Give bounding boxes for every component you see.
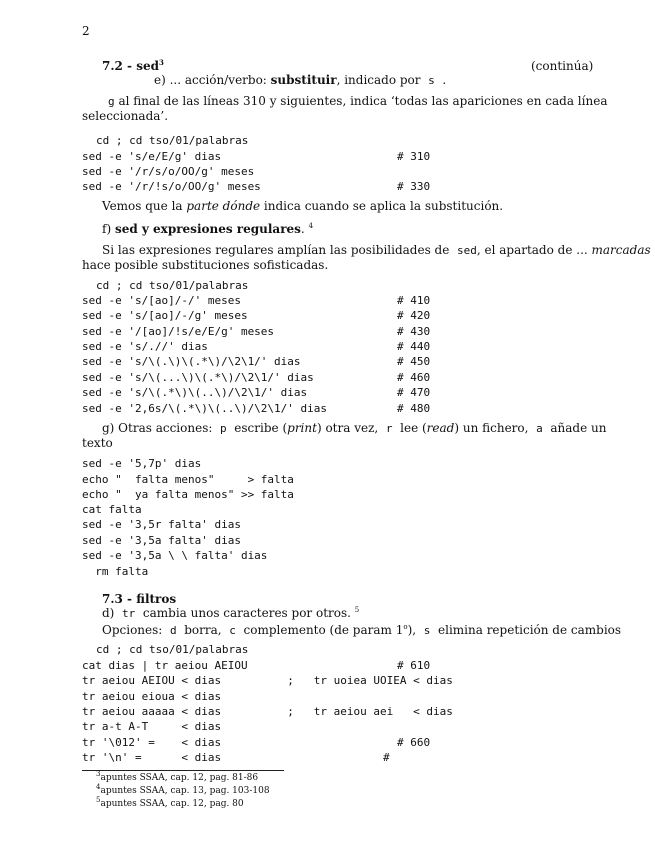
section-title: 7.2 - sed xyxy=(102,59,159,73)
code-line: sed -e 's/e/E/g' dias xyxy=(82,150,222,163)
si-mid: , el apartado de ... xyxy=(476,243,592,257)
item-g-t2: ) otra vez, xyxy=(316,421,379,435)
code-line-number: # 440 xyxy=(397,340,431,353)
code-line: cat dias | tr aeiou AEIOU xyxy=(82,659,248,672)
code-line-number: # 610 xyxy=(397,659,431,672)
g-paragraph xyxy=(82,94,608,108)
code-line: sed -e '/r/s/o/OO/g' meses xyxy=(82,165,255,178)
code-line: sed -e '3,5a falta' dias xyxy=(82,534,241,547)
code-line: tr aeiou AEIOU < dias ; tr uoiea UOIEA < dias xyxy=(82,674,453,687)
item-g-pre: g) Otras acciones: xyxy=(102,421,213,435)
opt-sup: o xyxy=(403,623,408,631)
si-paragraph xyxy=(102,243,651,257)
page-number: 2 xyxy=(82,24,90,38)
code-line-number: # 460 xyxy=(397,371,431,384)
vemos-pre: Vemos que la xyxy=(102,199,187,213)
code-line-number: # 660 xyxy=(397,736,431,749)
code-line-number: # 310 xyxy=(397,150,431,163)
section-title-73: 7.3 - filtros xyxy=(102,592,177,606)
code-line: sed -e 's/.//' dias xyxy=(82,340,208,353)
opt-t2: complemento (de param 1 xyxy=(243,623,404,637)
opt-t3: ), xyxy=(407,623,417,637)
opt-s: s xyxy=(423,624,431,637)
code-line: sed -e '3,5r falta' dias xyxy=(82,518,241,531)
continued-label: (continúa) xyxy=(531,59,594,73)
opt-t4: elimina repetición de cambios xyxy=(438,623,622,637)
footnote-text: apuntes SSAA, cap. 13, pag. 103-108 xyxy=(100,786,270,796)
code-line: sed -e '/r/!s/o/OO/g' meses xyxy=(82,180,261,193)
g-text-1: al final de las líneas 310 y siguientes, indica ‘todas las apariciones en cada línea xyxy=(114,94,608,108)
code-line: sed -e 's/\(.\)\(.*\)/\2\1/' dias xyxy=(82,355,301,368)
code-line: cat falta xyxy=(82,503,142,516)
code-line-number: # 420 xyxy=(397,309,431,322)
code-line: tr '\n' = < dias xyxy=(82,751,222,764)
item-d-code: tr xyxy=(122,607,136,620)
opciones xyxy=(102,623,621,637)
code-line: tr aeiou aaaaa < dias ; tr aeiou aei < dias xyxy=(82,705,453,718)
code-line: rm falta xyxy=(82,565,149,578)
opt-d: d xyxy=(169,624,177,637)
item-e xyxy=(154,73,446,87)
section-heading xyxy=(102,59,164,73)
item-g-t5: añade un xyxy=(550,421,607,435)
vemos-post: indica cuando se aplica la substitución. xyxy=(260,199,504,213)
code-line-number: # xyxy=(383,751,390,764)
item-g-read: read xyxy=(426,421,455,435)
code-line-number: # 430 xyxy=(397,325,431,338)
footnote-rule xyxy=(82,770,284,771)
item-e-post: , indicado por xyxy=(336,73,421,87)
code-line: echo " ya falta menos" >> falta xyxy=(82,488,294,501)
opt-t1: borra, xyxy=(184,623,222,637)
item-g-a: a xyxy=(536,422,543,435)
footnote-text: apuntes SSAA, cap. 12, pag. 81-86 xyxy=(100,773,259,783)
item-f-bold: sed y expresiones regulares xyxy=(114,222,301,236)
footnote xyxy=(96,796,244,809)
item-g-print: print xyxy=(287,421,317,435)
item-d-pre: d) xyxy=(102,606,115,620)
vemos-paragraph xyxy=(102,199,503,213)
footnote-text: apuntes SSAA, cap. 12, pag. 80 xyxy=(100,799,244,809)
code-line-number: # 450 xyxy=(397,355,431,368)
item-f-pre: f) xyxy=(102,222,115,236)
item-f-post: . xyxy=(300,222,305,236)
footnote-ref: 5 xyxy=(354,606,360,614)
code-line-number: # 470 xyxy=(397,386,431,399)
code-line: sed -e '/[ao]/!s/e/E/g' meses xyxy=(82,325,275,338)
item-g xyxy=(102,421,606,435)
si-paragraph-line2: hace posible substituciones sofisticadas. xyxy=(82,258,329,272)
item-g-p: p xyxy=(220,422,227,435)
code-line: sed -e 's/[ao]/-/' meses xyxy=(82,294,241,307)
code-line: tr a-t A-T < dias xyxy=(82,720,222,733)
item-d-post: cambia unos caracteres por otros. xyxy=(142,606,351,620)
footnote xyxy=(96,770,259,783)
code-line: sed -e '2,6s/\(.*\)\(..\)/\2\1/' dias xyxy=(82,402,328,415)
footnote-number: 4 xyxy=(96,783,101,791)
si-italic: marcadas xyxy=(591,243,651,257)
code-line: echo " falta menos" > falta xyxy=(82,473,294,486)
footnote-ref: 4 xyxy=(308,222,314,230)
code-line: sed -e 's/[ao]/-/g' meses xyxy=(82,309,248,322)
item-e-bold: substituir xyxy=(270,73,337,87)
code-line: sed -e 's/\(...\)\(.*\)/\2\1/' dias xyxy=(82,371,314,384)
code-line: cd ; cd tso/01/palabras xyxy=(96,134,249,147)
code-line-number: # 480 xyxy=(397,402,431,415)
si-pre: Si las expresiones regulares amplían las posibilidades de xyxy=(102,243,450,257)
g-code: g xyxy=(108,95,115,108)
code-line: sed -e '3,5a \ \ falta' dias xyxy=(82,549,268,562)
footnote xyxy=(96,783,270,796)
opciones-pre: Opciones: xyxy=(102,623,163,637)
code-line: sed -e '5,7p' dias xyxy=(82,457,202,470)
code-line: sed -e 's/\(.*\)\(..\)/\2\1/' dias xyxy=(82,386,308,399)
item-g-t4: ) un fichero, xyxy=(454,421,529,435)
code-line-number: # 330 xyxy=(397,180,431,193)
si-code: sed xyxy=(456,244,477,257)
item-g-t1: escribe ( xyxy=(234,421,288,435)
item-g-line2: texto xyxy=(82,436,113,450)
opt-c: c xyxy=(229,624,236,637)
item-f xyxy=(102,222,313,236)
item-g-r: r xyxy=(385,422,393,435)
item-e-end: . xyxy=(442,73,447,87)
item-e-code: s xyxy=(428,74,435,87)
footnote-number: 3 xyxy=(96,770,101,778)
code-line: cd ; cd tso/01/palabras xyxy=(96,643,249,656)
footnote-number: 5 xyxy=(96,796,101,804)
g-paragraph-line2: seleccionada’. xyxy=(82,109,169,123)
code-line: tr aeiou eioua < dias xyxy=(82,690,222,703)
item-d xyxy=(102,606,359,620)
item-e-pre: e) ... acción/verbo: xyxy=(154,73,271,87)
code-line-number: # 410 xyxy=(397,294,431,307)
item-g-t3: lee ( xyxy=(400,421,427,435)
code-line: tr '\012' = < dias xyxy=(82,736,222,749)
vemos-italic: parte dónde xyxy=(186,199,261,213)
footnote-ref: 3 xyxy=(159,58,164,67)
code-line: cd ; cd tso/01/palabras xyxy=(96,279,249,292)
